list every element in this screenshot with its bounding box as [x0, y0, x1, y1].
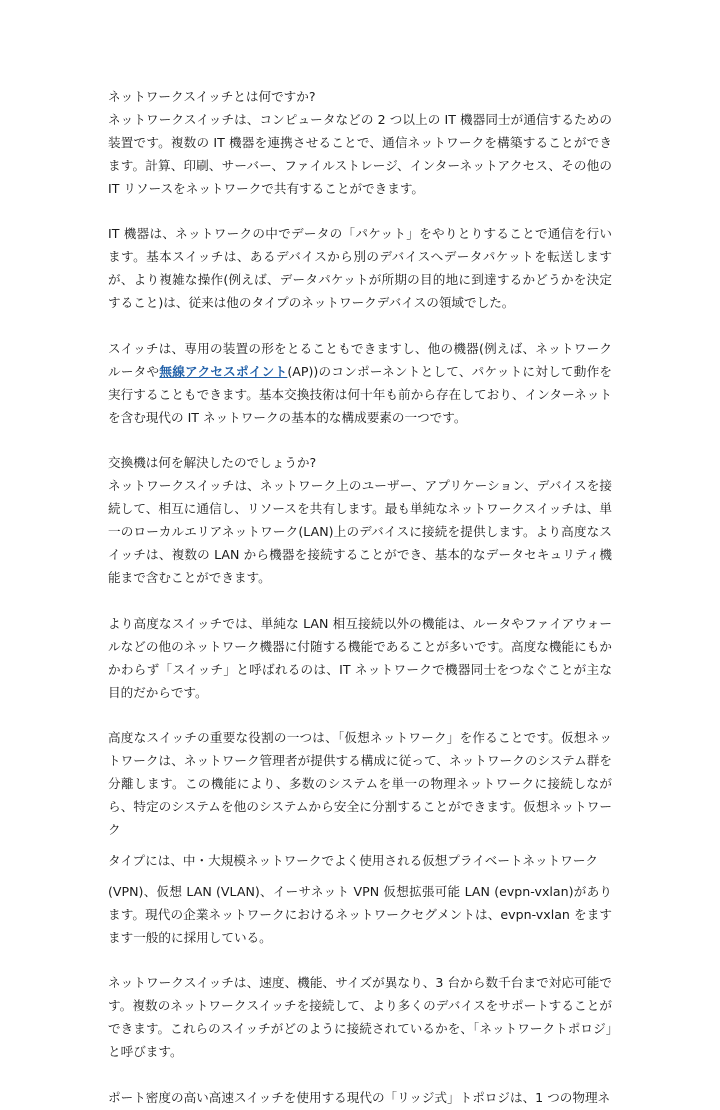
wireless-access-point-link[interactable]: 無線アクセスポイント: [159, 363, 288, 379]
text-after-link: (AP))のコンポーネントとして、パケットに対して動作を実行することもできます。基本交換技術は何十年も前から存在しており、インターネットを含む現代の IT ネットワークの基本的な構成要素の一つです。: [108, 363, 613, 425]
paragraph-gap: [108, 590, 612, 613]
document-page: [108, 86, 612, 1110]
paragraph-gap: [108, 315, 612, 338]
heading-what-is-switch: ネットワークスイッチとは何ですか?: [108, 89, 316, 104]
paragraph-gap: [108, 1064, 612, 1087]
paragraph-gap: [108, 430, 612, 453]
paragraph-topology: ネットワークスイッチは、速度、機能、サイズが異なり、3 台から数千台まで対応可能です。複数のネットワークスイッチを接続して、より多くのデバイスをサポートすることができます。これらのスイッチがどのように接続されているかを、「ネットワークトポロジ」と呼びます。: [108, 975, 612, 1060]
paragraph-gap: [108, 704, 612, 727]
paragraph-virtual-network-types: タイプには、中・大規模ネットワークでよく使用される仮想プライベートネットワーク: [108, 852, 599, 868]
paragraph-gap: [108, 201, 612, 224]
paragraph-connect-users: ネットワークスイッチは、ネットワーク上のユーザー、アプリケーション、デバイスを接続して、相互に通信し、リソースを共有します。最も単純なネットワークスイッチは、単一のローカルエリアネットワーク(LAN)上のデバイスに接続を提供します。より高度なスイッチは、複数の LAN から機器を接続することができ、基本的なデータセキュリティ機能まで含むことができます。: [108, 478, 612, 585]
paragraph-advanced-switch: より高度なスイッチでは、単純な LAN 相互接続以外の機能は、ルータやファイアウォールなどの他のネットワーク機器に付随する機能であることが多いです。高度な機能にもかかわらず「スイッチ」と呼ばれるのは、IT ネットワークで機器同士をつなぐことが主な目的だからです。: [108, 615, 612, 700]
paragraph-packets: IT 機器は、ネットワークの中でデータの「パケット」をやりとりすることで通信を行います。基本スイッチは、あるデバイスから別のデバイスへデータパケットを転送しますが、より複雑な操作(例えば、データパケットが所期の目的地に到達するかどうかを決定すること)は、従来は他のタイプのネットワークデバイスの領域でした。: [108, 226, 612, 311]
paragraph-switch-forms: [108, 338, 612, 430]
heading-what-solved: 交換機は何を解決したのでしょうか?: [108, 455, 317, 471]
paragraph-vpn-vlan: (VPN)、仮想 LAN (VLAN)、イーサネット VPN 仮想拡張可能 LAN (evpn-vxlan)があります。現代の企業ネットワークにおけるネットワークセグメントは、evpn-vxlan をますます一般的に採用している。: [108, 883, 612, 945]
paragraph-virtual-network: 高度なスイッチの重要な役割の一つは、「仮想ネットワーク」を作ることです。仮想ネットワークは、ネットワーク管理者が提供する構成に従って、ネットワークのシステム群を分離します。この機能により、多数のシステムを単一の物理ネットワークに接続しながら、特定のシステムを他のシステムから安全に分割することができます。仮想ネットワーク: [108, 730, 612, 837]
text-before-link: スイッチは、専用の装置の形をとることもできますし、他の機器(例えば、ネットワークルータや: [108, 340, 612, 379]
paragraph-intro: ネットワークスイッチは、コンピュータなどの 2 つ以上の IT 機器同士が通信するための装置です。複数の IT 機器を連携させることで、通信ネットワークを構築することができます。計算、印刷、サーバー、ファイルストレージ、インターネットアクセス、その他の IT リソースをネットワークで共有することができます。: [108, 111, 612, 196]
paragraph-gap: [108, 949, 612, 972]
paragraph-ridge-topology: ポート密度の高い高速スイッチを使用する現代の「リッジ式」トポロジは、1 つの物理ネ: [108, 1089, 611, 1105]
